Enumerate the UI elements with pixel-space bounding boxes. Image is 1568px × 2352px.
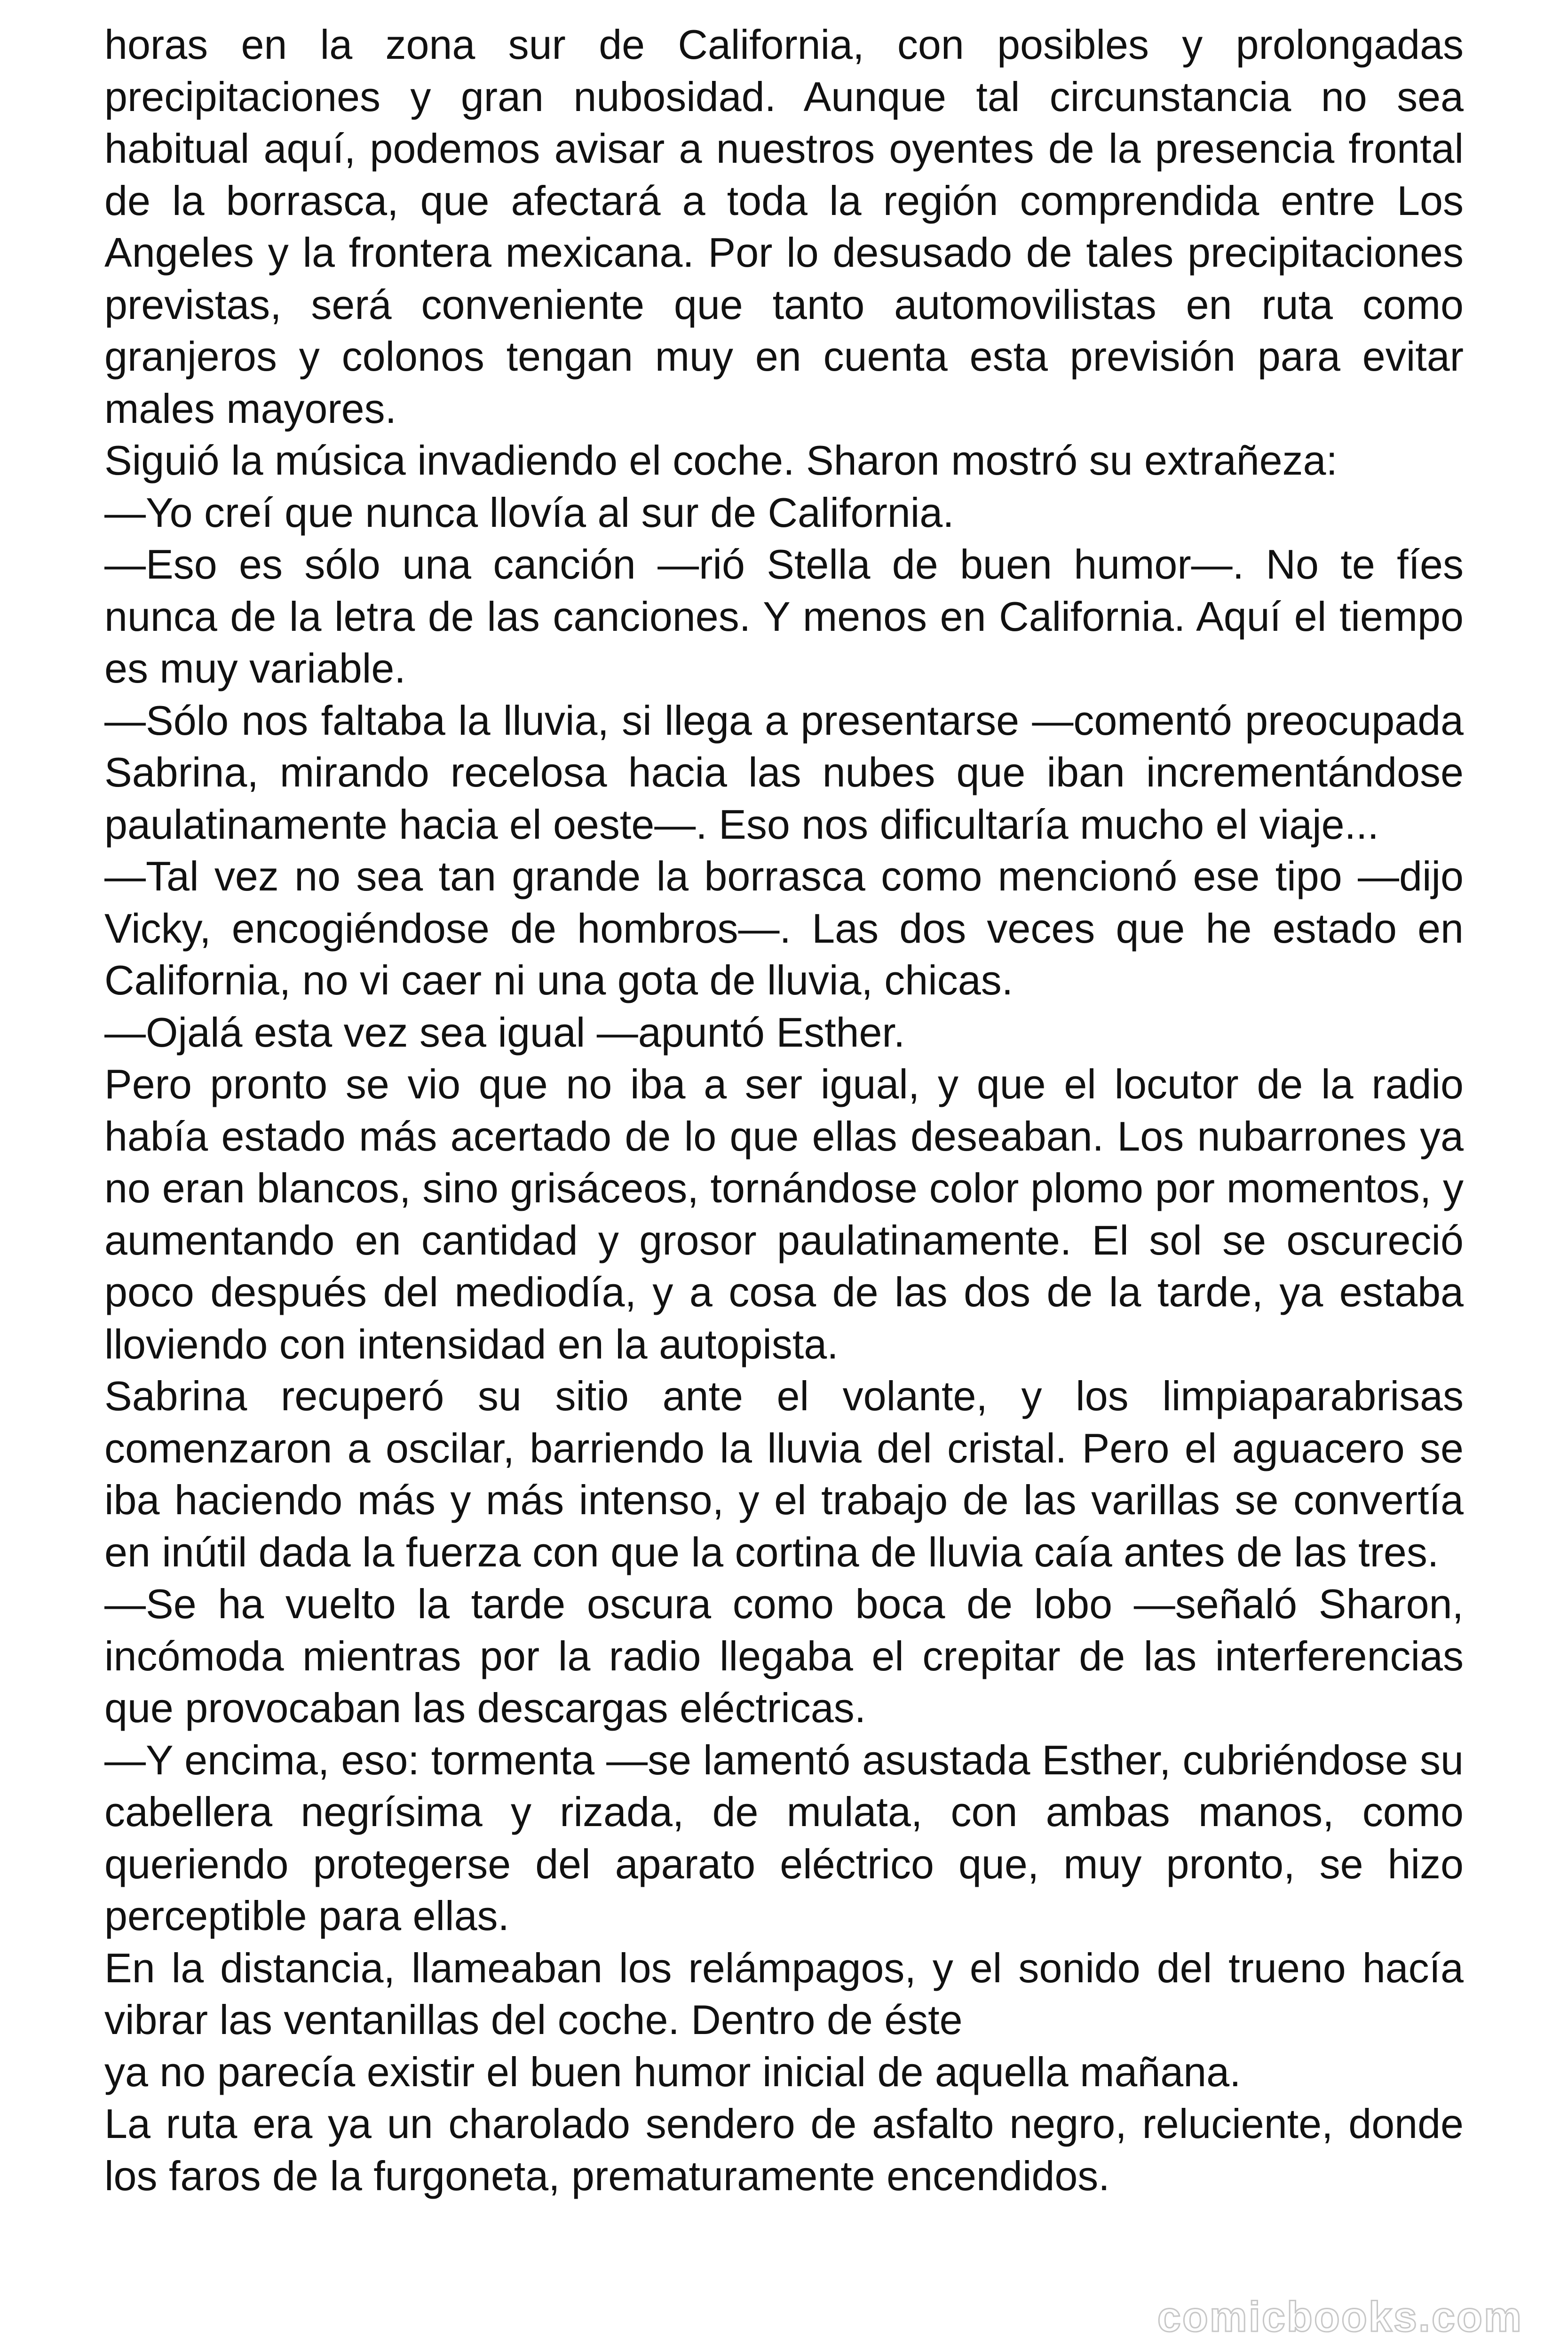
paragraph: Sabrina recuperó su sitio ante el volante, y los limpiaparabrisas comenzaron a oscilar, barriendo la lluvia del cristal. Pero el aguacero se iba haciendo más y más intenso, y el trabajo de las varillas se convertía en inútil dada la fuerza con que la cortina de lluvia caía antes de las tres. — [104, 1373, 1464, 1575]
watermark: comicbooks.com — [1157, 2294, 1523, 2341]
paragraph: —Y encima, eso: tormenta —se lamentó asustada Esther, cubriéndose su cabellera negrísima y rizada, de mulata, con ambas manos, como queriendo protegerse del aparato eléctrico que, muy pronto, se hizo perceptible para ellas. — [104, 1736, 1464, 1939]
paragraph: —Ojalá esta vez sea igual —apuntó Esther. — [104, 1009, 905, 1056]
paragraph: —Sólo nos faltaba la lluvia, si llega a presentarse —comentó preocupada Sabrina, mirando recelosa hacia las nubes que iban incrementándose paulatinamente hacia el oeste—. Eso nos dificultaría mucho el viaje... — [104, 697, 1464, 848]
paragraph: —Eso es sólo una canción —rió Stella de buen humor—. No te fíes nunca de la letra de las canciones. Y menos en California. Aquí el tiempo es muy variable. — [104, 541, 1464, 691]
paragraph: —Se ha vuelto la tarde oscura como boca de lobo —señaló Sharon, incómoda mientras por la radio llegaba el crepitar de las interferencias que provocaban las descargas eléctricas. — [104, 1581, 1464, 1731]
paragraph: horas en la zona sur de California, con posibles y prolongadas precipitaciones y gran nubosidad. Aunque tal circunstancia no sea habitual aquí, podemos avisar a nuestros oyentes de la presencia frontal de la borrasca, que afectará a toda la región comprendida entre Los Angeles y la frontera mexicana. Por lo desusado de tales precipitaciones previstas, será conveniente que tanto automovilistas en ruta como granjeros y colonos tengan muy en cuenta esta previsión para evitar males mayores. — [104, 21, 1464, 432]
paragraph: En la distancia, llameaban los relámpagos, y el sonido del trueno hacía vibrar las ventanillas del coche. Dentro de éste — [104, 1944, 1464, 2043]
paragraph: —Tal vez no sea tan grande la borrasca como mencionó ese tipo —dijo Vicky, encogiéndose de hombros—. Las dos veces que he estado en California, no vi caer ni una gota de lluvia, chicas. — [104, 853, 1464, 1003]
paragraph: ya no parecía existir el buen humor inicial de aquella mañana. — [104, 2048, 1241, 2095]
document-body — [104, 19, 1464, 2202]
paragraph: —Yo creí que nunca llovía al sur de California. — [104, 489, 954, 536]
paragraph: Pero pronto se vio que no iba a ser igual, y que el locutor de la radio había estado más acertado de lo que ellas deseaban. Los nubarrones ya no eran blancos, sino grisáceos, tornándose color plomo por momentos, y aumentando en cantidad y grosor paulatinamente. El sol se oscureció poco después del mediodía, y a cosa de las dos de la tarde, ya estaba lloviendo con intensidad en la autopista. — [104, 1061, 1464, 1367]
paragraph: La ruta era ya un charolado sendero de asfalto negro, reluciente, donde los faros de la furgoneta, prematuramente encendidos. — [104, 2100, 1464, 2199]
paragraph: Siguió la música invadiendo el coche. Sharon mostró su extrañeza: — [104, 437, 1338, 484]
